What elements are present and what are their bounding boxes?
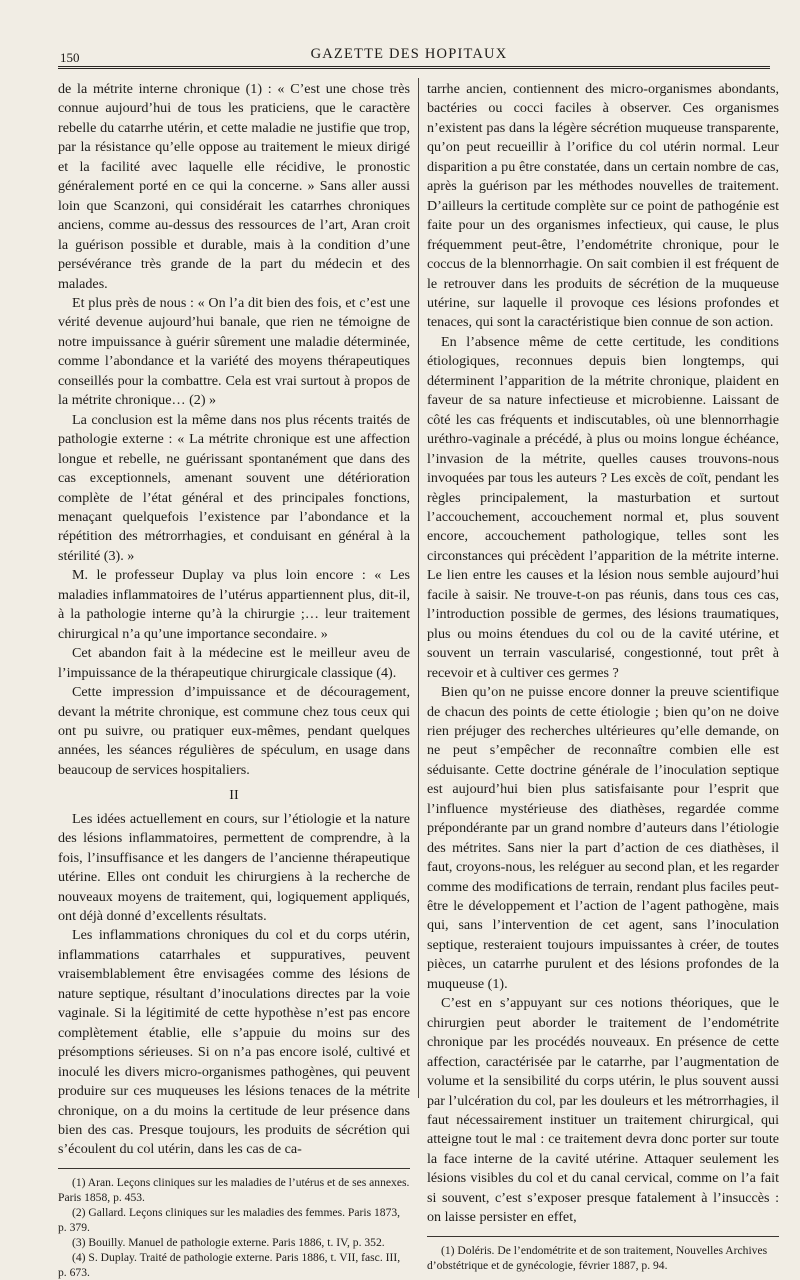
- paragraph: Cette impression d’impuissance et de découragement, devant la métrite chronique, est commune chez tous ceux qui ont pu suivre, ou pratiquer eux-mêmes, pendant quelques années, les séances régulières de spéculum, en usage dans beaucoup de services hospitaliers.: [58, 684, 410, 778]
- paragraph: tarrhe ancien, contiennent des micro-organismes abondants, bactéries ou cocci faciles à observer. Ces organismes n’existent pas dans la légère sécrétion muqueuse transparente, qu’on peut recueillir à l’orifice du col utérin normal. Leur disparition a pu être constatée, dans un certain nombre de cas, après la guérison par les méthodes nouvelles de traitement. D’ailleurs la certitude complète sur ce point de pathogénie est faite pour un des organismes infectieux, qui cause, le plus fréquemment peut-être, l’endométrite chronique, pour le coccus de la blennorrhagie. On sait combien il est fréquent de le retrouver dans les produits de sécrétion de la muqueuse utérine, sur laquelle il provoque ces lésions profondes et tenaces, qui sont la caractéristique bien connue de son action.: [427, 81, 779, 331]
- paragraph: Cet abandon fait à la médecine est le meilleur aveu de l’impuissance de la thérapeutique chirurgicale classique (4).: [58, 645, 410, 681]
- footnote: (1) Doléris. De l’endométrite et de son traitement, Nouvelles Archives d’obstétrique et de gynécologie, février 1887, p. 94.: [427, 1243, 768, 1272]
- paragraph: La conclusion est la même dans nos plus récents traités de pathologie externe : « La métrite chronique est une affection longue et rebelle, ne guérissant spontanément que dans des cas exceptionnels, amenant souvent une détérioration complète de l’état général et des principales fonctions, menaçant quelquefois l’existence par l’abondance et la répétition des métrorrhagies, et conduisant en général à la stérilité (3). »: [58, 411, 410, 564]
- paragraph: Les idées actuellement en cours, sur l’étiologie et la nature des lésions inflammatoires, permettent de comprendre, à la fois, l’insuffisance et les dangers de l’ancienne thérapeutique utérine. Elles ont conduit les chirurgiens à la recherche de nouveaux moyens de traitement, qui, logiquement appliqués, ont déjà donné d’excellents résultats.: [58, 810, 410, 925]
- paragraph: M. le professeur Duplay va plus loin encore : « Les maladies inflammatoires de l’utérus appartiennent plus, dit-il, à la pathologie interne qu’à la chirurgie ;… leur traitement chirurgical n’a qu’une importance secondaire. »: [58, 567, 410, 642]
- footnote: (3) Bouilly. Manuel de pathologie externe. Paris 1886, t. IV, p. 352.: [72, 1235, 385, 1249]
- footnote-rule: [58, 1168, 410, 1169]
- paragraph: Bien qu’on ne puisse encore donner la preuve scientifique de chacun des points de cette étiologie ; bien qu’on ne doive rien préjuger des recherches ultérieures qu’elle demande, on ne peut s’empêcher de reconnaître combien elle est séduisante. Cette doctrine générale de l’inoculation septique est aujourd’hui bien plus satisfaisante pour l’esprit que l’influence mystérieuse des diathèses, regardée comme prépondérante par un grand nombre d’auteurs dans l’étiologie des métrites. Sans nier la part d’action de ces diathèses, il faut, croyons-nous, les reléguer au second plan, et les regarder comme des modifications de terrain, rendant plus faciles peut-être le développement et l’action de l’agent pathogène, mais qui, sans l’intervention de cet agent, sans l’inoculation septique, resteraient toujours impuissantes à créer, de toutes pièces, un catarrhe purulent et des lésions profondes de la muqueuse (1).: [427, 684, 779, 992]
- page-header: [58, 40, 760, 68]
- paragraph: Les inflammations chroniques du col et du corps utérin, inflammations catarrhales et suppuratives, peuvent vraisemblablement être envisagées comme des lésions de nature septique, résultant d’inoculations directes par la voie vaginale. Si la légitimité de cette hypothèse n’est pas encore complètement établie, elle s’appuie du moins sur des présomptions sérieuses. Si on n’a pas encore isolé, cultivé et inoculé les divers micro-organismes pathogènes, qui peuvent produire sur ces muqueuses les lésions tenaces de la métrite chronique, on a du moins la certitude de leur présence dans bien des cas. Presque toujours, les produits de sécrétion qui s’écoulent du col utérin, dans les cas de ca-: [58, 927, 410, 1158]
- footnote: (1) Aran. Leçons cliniques sur les maladies de l’utérus et de ses annexes. Paris 1858, p. 453.: [58, 1175, 410, 1204]
- journal-title: GAZETTE DES HOPITAUX: [310, 46, 508, 62]
- paragraph: de la métrite interne chronique (1) : « C’est une chose très connue aujourd’hui de tous les praticiens, que le caractère rebelle du catarrhe utérin, et cette maladie ne justifie que trop, par la résistance qu’elle oppose au traitement le mieux dirigé et la facilité avec laquelle elle récidive, le pronostic généralement porté en ce qui la concerne. » Sans aller aussi loin que Scanzoni, qui considérait les catarrhes chroniques anciens, comme au-dessus des ressources de l’art, Aran croit la guérison possible et durable, mais à la condition d’une persévérance très grande de la part du médecin et des malades.: [58, 81, 410, 292]
- column-divider: [418, 78, 419, 1098]
- right-column: [427, 80, 779, 1273]
- left-column: [58, 80, 410, 1280]
- footnotes: [427, 1236, 779, 1273]
- section-heading: II: [229, 787, 239, 804]
- page-number: 150: [60, 50, 80, 65]
- footnote-rule: [427, 1236, 779, 1237]
- footnote: (2) Gallard. Leçons cliniques sur les maladies des femmes. Paris 1873, p. 379.: [58, 1205, 401, 1234]
- paragraph: En l’absence même de cette certitude, les conditions étiologiques, reconnues depuis bien longtemps, qui déterminent l’apparition de la métrite chronique, plaident en faveur de sa nature infectieuse et microbienne. Laissant de côté les cas fréquents et indiscutables, où une blennorrhagie uréthro-vaginale a précédé, à plus ou moins longue échéance, l’invasion de la métrite, quelles causes trouvons-nous invoquées par tous les auteurs ? Les excès de coït, pendant les règles principalement, la masturbation et surtout l’accouchement, accouchement normal et, plus souvent encore, accouchement pathologique, telles sont les circonstances qui précèdent l’apparition de la métrite interne. Le lien entre les causes et la lésion nous semble aujourd’hui facile à saisir. Ne trouve-t-on pas réunis, dans tous ces cas, l’introduction possible de germes, des lésions traumatiques, plus ou moins étendues du col ou de la cavité utérine, et souvent un terrain vascularisé, congestionné, tout prêt à recevoir et à cultiver ces germes ?: [427, 333, 779, 681]
- header-rule: [58, 66, 770, 69]
- footnote: (4) S. Duplay. Traité de pathologie externe. Paris 1886, t. VII, fasc. III, p. 673.: [58, 1250, 401, 1279]
- paragraph: Et plus près de nous : « On l’a dit bien des fois, et c’est une vérité devenue aujourd’hui banale, que rien ne témoigne de notre impuissance à guérir sûrement une maladie déterminée, comme l’abondance et la variété des moyens thérapeutiques conseillés pour la combattre. Cela est vrai surtout à propos de la métrite chronique… (2) »: [58, 294, 410, 409]
- paragraph: C’est en s’appuyant sur ces notions théoriques, que le chirurgien peut aborder le traitement de l’endométrite chronique par les procédés nouveaux. En présence de cette affection, caractérisée par le catarrhe, par l’augmentation de volume et la sensibilité du corps utérin, le plus souvent aussi par l’ulcération du col, par les douleurs et les métrorrhagies, il faut nécessairement instituer un traitement chirurgical, qui atteigne tout le mal : ce traitement devra donc porter sur toute la face interne de la cavité utérine. Attaquer seulement les lésions visibles du col et du canal cervical, comme on l’a fait si souvent, c’est s’exposer presque fatalement à l’insuccès : on laisse persister en effet,: [427, 995, 779, 1226]
- footnotes: [58, 1168, 410, 1280]
